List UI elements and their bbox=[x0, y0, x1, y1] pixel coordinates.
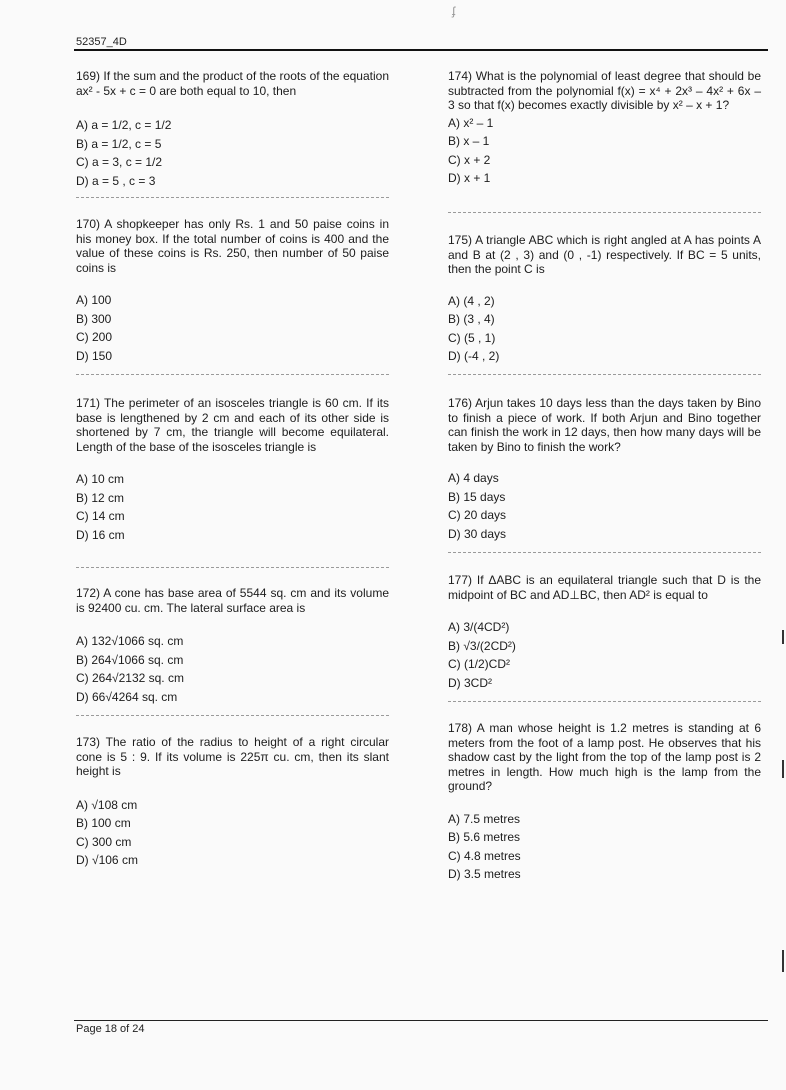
question-text: 174) What is the polynomial of least degree that should be subtracted from the polynomial f(x) = x⁴ + 2x³ – 4x² + 6x – 3 so that f(x) becomes exactly divisible by x² – x + 1? bbox=[448, 69, 761, 113]
option-b: B) (3 , 4) bbox=[448, 312, 495, 327]
option-c: C) 20 days bbox=[448, 508, 507, 523]
option-d: D) 3CD² bbox=[448, 675, 492, 690]
option-a: A) √108 cm bbox=[76, 797, 138, 812]
scan-edge-mark bbox=[782, 760, 784, 778]
option-a: A) x² – 1 bbox=[448, 115, 494, 130]
question-174 bbox=[448, 69, 761, 188]
question-text: 170) A shopkeeper has only Rs. 1 and 50 paise coins in his money box. If the total number of coins is 400 and the value of these coins is Rs. 250, then number of 50 paise coins is bbox=[76, 217, 389, 275]
option-c: C) x + 2 bbox=[448, 152, 491, 167]
option-d: D) 16 cm bbox=[76, 527, 125, 542]
option-a: A) 7.5 metres bbox=[448, 811, 521, 826]
option-c: C) (1/2)CD² bbox=[448, 657, 510, 672]
option-d: D) 66√4264 sq. cm bbox=[76, 689, 178, 704]
question-171 bbox=[76, 396, 389, 544]
option-a: A) 132√1066 sq. cm bbox=[76, 634, 184, 649]
option-c: C) (5 , 1) bbox=[448, 330, 496, 345]
option-d: D) (-4 , 2) bbox=[448, 349, 500, 364]
question-text: 172) A cone has base area of 5544 sq. cm and its volume is 92400 cu. cm. The lateral surface area is bbox=[76, 586, 389, 615]
question-170 bbox=[76, 217, 389, 365]
question-169 bbox=[76, 69, 389, 190]
option-b: B) a = 1/2, c = 5 bbox=[76, 136, 162, 151]
option-d: D) 150 bbox=[76, 348, 113, 363]
scan-mark: ʄ bbox=[452, 4, 456, 18]
footer-rule bbox=[74, 1020, 768, 1021]
separator bbox=[76, 374, 389, 375]
option-c: C) a = 3, c = 1/2 bbox=[76, 155, 163, 170]
paper-code: 52357_4D bbox=[76, 36, 127, 48]
question-177 bbox=[448, 573, 761, 692]
option-b: B) 100 cm bbox=[76, 816, 131, 831]
option-a: A) (4 , 2) bbox=[448, 293, 495, 308]
option-b: B) 300 bbox=[76, 311, 112, 326]
question-text: 171) The perimeter of an isosceles triangle is 60 cm. If its base is lengthened by 2 cm and each of its other side is shortened by 7 cm, the triangle will become equilateral. Length of the base of the isosceles triangle is bbox=[76, 396, 389, 454]
option-b: B) 264√1066 sq. cm bbox=[76, 652, 184, 667]
option-b: B) √3/(2CD²) bbox=[448, 638, 516, 653]
option-b: B) 15 days bbox=[448, 489, 506, 504]
option-d: D) 3.5 metres bbox=[448, 867, 521, 882]
option-a: A) 10 cm bbox=[76, 472, 125, 487]
option-c: C) 200 bbox=[76, 330, 113, 345]
question-176 bbox=[448, 396, 761, 543]
option-d: D) a = 5 , c = 3 bbox=[76, 173, 156, 188]
option-d: D) 30 days bbox=[448, 526, 507, 541]
header-rule bbox=[74, 49, 768, 51]
option-d: D) x + 1 bbox=[448, 171, 491, 186]
option-c: C) 14 cm bbox=[76, 509, 125, 524]
question-text: 176) Arjun takes 10 days less than the days taken by Bino to finish a piece of work. If both Arjun and Bino together can finish the work in 12 days, then how many days will be taken by Bino to finish the work? bbox=[448, 396, 761, 454]
option-c: C) 264√2132 sq. cm bbox=[76, 671, 184, 686]
question-text: 169) If the sum and the product of the roots of the equation ax² - 5x + c = 0 are both equal to 10, then bbox=[76, 69, 389, 98]
question-175 bbox=[448, 233, 761, 366]
option-a: A) a = 1/2, c = 1/2 bbox=[76, 118, 172, 133]
separator bbox=[76, 567, 389, 568]
option-c: C) 4.8 metres bbox=[448, 848, 521, 863]
question-text: 173) The ratio of the radius to height of a right circular cone is 5 : 9. If its volume is 225π cu. cm, then its slant height is bbox=[76, 735, 389, 779]
separator bbox=[448, 374, 761, 375]
option-a: A) 3/(4CD²) bbox=[448, 620, 510, 635]
question-text: 177) If ΔABC is an equilateral triangle such that D is the midpoint of BC and AD⊥BC, then AD² is equal to bbox=[448, 573, 761, 602]
separator bbox=[76, 197, 389, 198]
option-b: B) x – 1 bbox=[448, 134, 490, 149]
question-172 bbox=[76, 586, 389, 706]
option-b: B) 12 cm bbox=[76, 490, 125, 505]
option-b: B) 5.6 metres bbox=[448, 830, 521, 845]
page-number: Page 18 of 24 bbox=[76, 1023, 145, 1035]
option-a: A) 100 bbox=[76, 293, 112, 308]
question-text: 178) A man whose height is 1.2 metres is standing at 6 meters from the foot of a lamp post. He observes that his shadow cast by the light from the top of the lamp post is 2 metres in length. How much high is the lamp from the ground? bbox=[448, 721, 761, 794]
question-text: 175) A triangle ABC which is right angled at A has points A and B at (2 , 3) and (0 , -1) respectively. If BC = 5 units, then the point C is bbox=[448, 233, 761, 277]
scan-edge-mark bbox=[782, 630, 784, 644]
option-a: A) 4 days bbox=[448, 471, 499, 486]
question-173 bbox=[76, 735, 389, 870]
separator bbox=[448, 212, 761, 213]
scan-edge-mark bbox=[782, 950, 784, 972]
separator bbox=[76, 715, 389, 716]
separator bbox=[448, 701, 761, 702]
option-c: C) 300 cm bbox=[76, 834, 132, 849]
option-d: D) √106 cm bbox=[76, 853, 138, 868]
question-178 bbox=[448, 721, 761, 884]
separator bbox=[448, 552, 761, 553]
